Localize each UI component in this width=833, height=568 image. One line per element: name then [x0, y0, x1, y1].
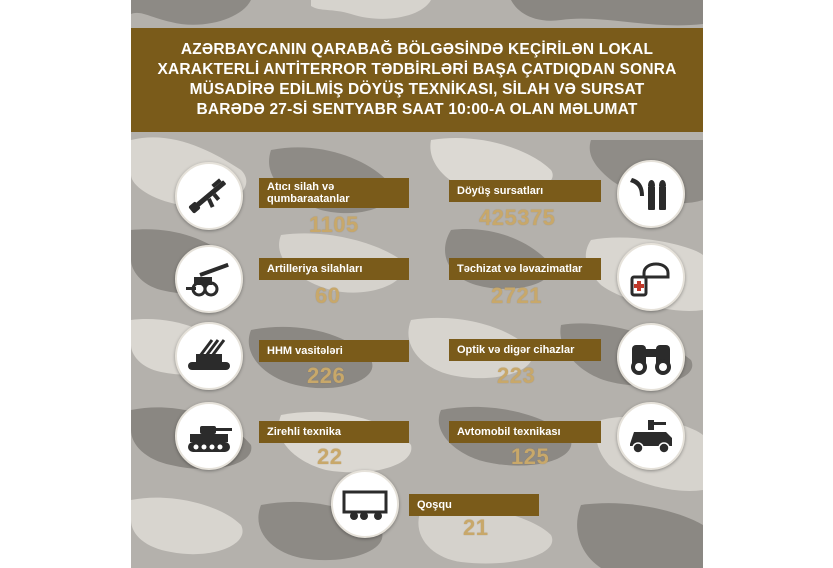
item-label: Artilleriya silahları [259, 258, 409, 280]
helmet-medkit-icon [617, 243, 685, 311]
item-value: 60 [315, 283, 341, 308]
item-value: 425375 [479, 205, 556, 230]
item-label: Optik və digər cihazlar [449, 339, 601, 361]
item-value: 1105 [309, 212, 359, 237]
item-label: Qoşqu [409, 494, 539, 516]
trailer-icon [331, 470, 399, 538]
item-value: 21 [463, 515, 489, 540]
infographic-poster [131, 0, 703, 568]
item-value: 223 [497, 363, 536, 388]
page-title: AZƏRBAYCANIN QARABAĞ BÖLGƏSİNDƏ KEÇİRİLƏN LOKAL XARAKTERLİ ANTİTERROR TƏDBİRLƏRİ BAŞA ÇATDIQDAN SONRA MÜSADİRƏ EDİLMİŞ DÖYÜŞ TEXNİKASI, SİLAH VƏ SURSAT BARƏDƏ 27-Sİ SENTYABR SAAT 10:00-A OLAN MƏLUMAT [157, 41, 677, 118]
item-value: 125 [511, 444, 550, 469]
item-label: Təchizat və ləvazimatlar [449, 258, 601, 280]
binoculars-icon [617, 323, 685, 391]
artillery-icon [175, 245, 243, 313]
tank-icon [175, 402, 243, 470]
item-label: Avtomobil texnikası [449, 421, 601, 443]
item-value: 226 [307, 363, 346, 388]
rifle-icon [175, 162, 243, 230]
air-defense-icon [175, 322, 243, 390]
item-label: HHM vasitələri [259, 340, 409, 362]
item-value: 22 [317, 444, 343, 469]
item-label: Zirehli texnika [259, 421, 409, 443]
ammunition-icon [617, 160, 685, 228]
item-label: Döyüş sursatları [449, 180, 601, 202]
armed-vehicle-icon [617, 402, 685, 470]
item-value: 2721 [491, 283, 542, 308]
header-banner [131, 28, 703, 132]
item-label: Atıcı silah və qumbaraatanlar [259, 178, 409, 208]
